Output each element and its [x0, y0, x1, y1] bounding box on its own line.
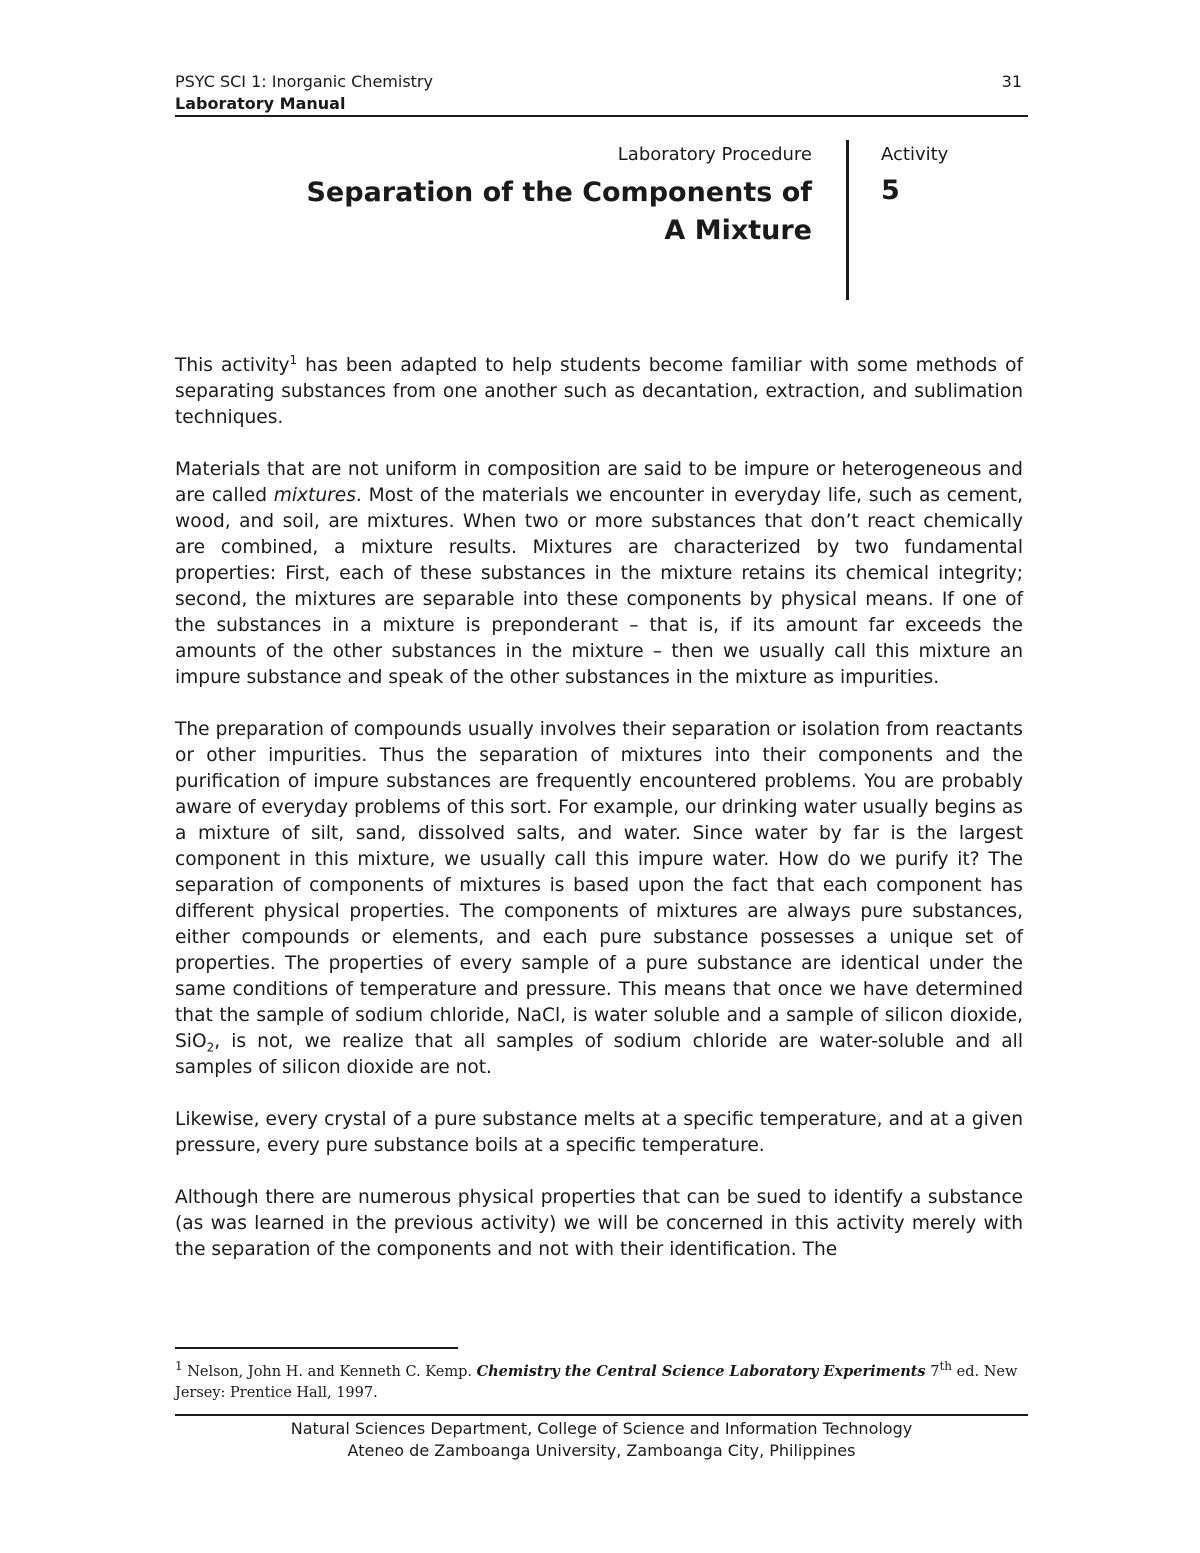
- p1-text-a: This activity: [175, 355, 290, 376]
- activity-label: Activity: [881, 144, 949, 165]
- p3-text-a: The preparation of compounds usually involves their separation or isolation from reactants or other impurities. Thus the separation of mixtures into their components and the purification of impure substances are frequently encountered problems. You are probably aware of everyday problems of this sort. For example, our drinking water usually begins as a mixture of silt, sand, dissolved salts, and water. Since water by far is the largest component in this mixture, we usually call this impure water. How do we purify it? The separation of components of mixtures is based upon the fact that each component has different physical properties. The components of mixtures are always pure substances, either compounds or elements, and each pure substance possesses a unique set of properties. The properties of every sample of a pure substance are identical under the same conditions of temperature and pressure. This means that once we have determined that the sample of sodium chloride, NaCl, is water soluble and a sample of silicon dioxide, SiO: [175, 719, 1023, 1052]
- title-line-1: Separation of the Components of: [306, 177, 812, 208]
- page-title: [250, 174, 812, 250]
- footnote-edition-sup: th: [939, 1359, 953, 1374]
- page-number: 31: [1001, 72, 1022, 91]
- footer-line-1: Natural Sciences Department, College of Science and Information Technology: [290, 1419, 913, 1438]
- footnote-edition: 7: [925, 1364, 940, 1380]
- header-course: PSYC SCI 1: Inorganic Chemistry: [175, 72, 433, 91]
- footnote-ref-title: Chemistry the Central Science Laboratory Experiments: [476, 1363, 926, 1380]
- footnote-rule: [175, 1347, 458, 1349]
- paragraph-5: Although there are numerous physical properties that can be sued to identify a substance (as was learned in the previous activity) we will be concerned in this activity merely with the separation of the components and not with their identification. The: [175, 1187, 1023, 1260]
- title-block: [250, 142, 812, 250]
- header-rule: [175, 115, 1028, 117]
- title-line-2: A Mixture: [664, 215, 812, 246]
- p2-emphasis: mixtures: [273, 485, 356, 506]
- paragraph-2: [175, 457, 1023, 691]
- p1-text-b: has been adapted to help students become familiar with some methods of separating substances from one another such as decantation, extraction, and sublimation techniques.: [175, 355, 1023, 428]
- footer-rule: [175, 1414, 1028, 1416]
- footnote-number: 1: [175, 1359, 183, 1374]
- footer-line-2: Ateneo de Zamboanga University, Zamboanga City, Philippines: [347, 1441, 856, 1460]
- page-footer: [175, 1418, 1028, 1462]
- p3-subscript: 2: [206, 1040, 215, 1055]
- header-manual: Laboratory Manual: [175, 94, 346, 113]
- p2-text-a: Materials that are not uniform in composition are said to be impure or heterogeneous and are called: [175, 459, 1023, 506]
- title-divider: [846, 140, 849, 300]
- footnote-publisher: ed. New Jersey: Prentice Hall, 1997.: [175, 1364, 1018, 1401]
- paragraph-3: [175, 717, 1023, 1081]
- p3-text-b: , is not, we realize that all samples of sodium chloride are water-soluble and all samples of silicon dioxide are not.: [175, 1031, 1023, 1078]
- footnote-marker: 1: [289, 352, 298, 367]
- activity-number: 5: [881, 175, 900, 206]
- footnote: [175, 1361, 1025, 1404]
- paragraph-4: Likewise, every crystal of a pure substance melts at a specific temperature, and at a given pressure, every pure substance boils at a specific temperature.: [175, 1109, 1023, 1156]
- paragraph-1: [175, 353, 1023, 431]
- body-text: [175, 353, 1023, 1289]
- procedure-label: Laboratory Procedure: [617, 144, 812, 165]
- p2-text-b: . Most of the materials we encounter in everyday life, such as cement, wood, and soil, are mixtures. When two or more substances that don’t react chemically are combined, a mixture results. Mixtures are characterized by two fundamental properties: First, each of these substances in the mixture retains its chemical integrity; second, the mixtures are separable into these components by physical means. If one of the substances in a mixture is preponderant – that is, if its amount far exceeds the amounts of the other substances in the mixture – then we usually call this mixture an impure substance and speak of the other substances in the mixture as impurities.: [175, 485, 1023, 688]
- footnote-authors: Nelson, John H. and Kenneth C. Kemp.: [182, 1364, 477, 1380]
